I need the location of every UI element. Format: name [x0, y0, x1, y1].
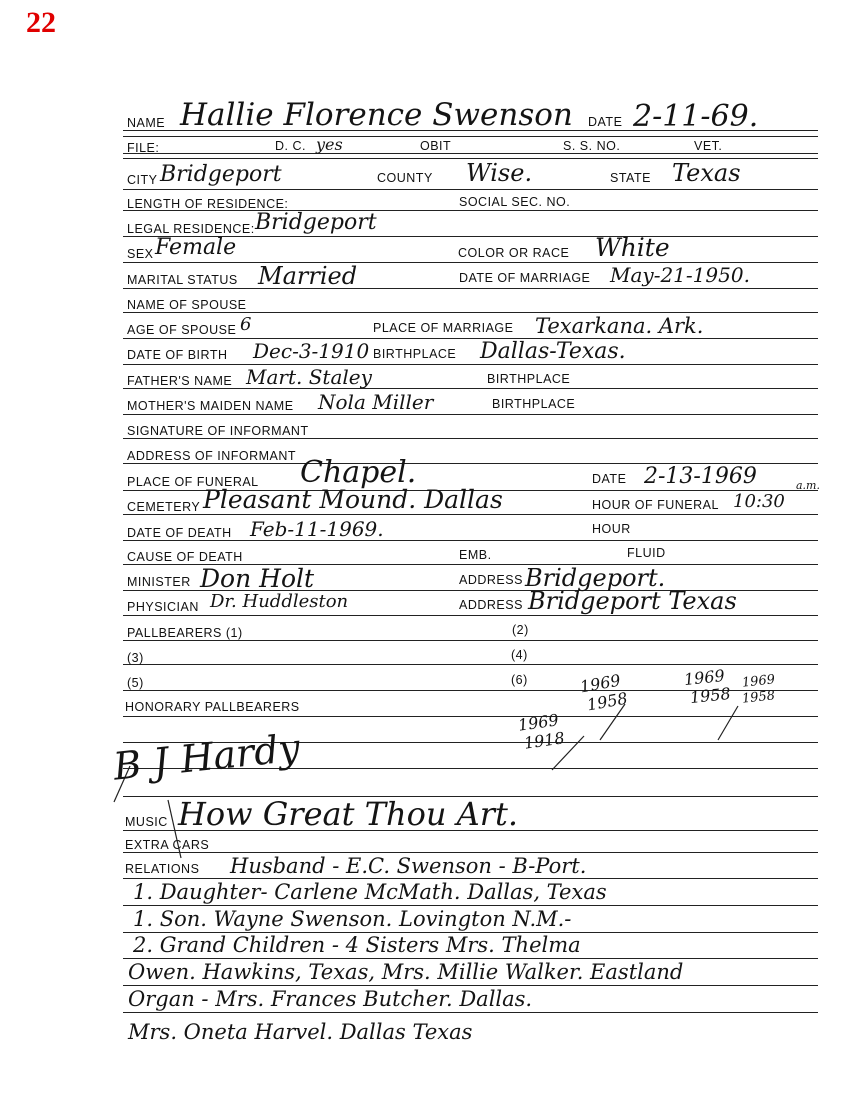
margin-note-d-top: 1969 [741, 672, 776, 691]
hw-name: Hallie Florence Swenson [180, 97, 573, 133]
relations-line: 1. Son. Wayne Swenson. Lovington N.M.- [133, 907, 572, 931]
legal-residence-label: LEGAL RESIDENCE: [127, 222, 255, 236]
hw-cemetery: Pleasant Mound. Dallas [203, 485, 503, 514]
state-label: STATE [610, 171, 651, 185]
relations-line: Husband - E.C. Swenson - B-Port. [230, 854, 587, 878]
name-of-spouse-label: NAME OF SPOUSE [127, 298, 247, 312]
physician-label: PHYSICIAN [127, 600, 199, 614]
age-of-spouse-label: AGE OF SPOUSE [127, 323, 237, 337]
relations-line: Owen. Hawkins, Texas, Mrs. Millie Walker. Eastland [128, 960, 684, 984]
hw-dc: yes [316, 135, 343, 154]
date-label: DATE [588, 115, 623, 129]
hw-color-race: White [595, 233, 670, 262]
hw-county: Wise. [466, 159, 533, 187]
hw-date-of-death: Feb-11-1969. [250, 517, 384, 541]
mother-birthplace-label: BIRTHPLACE [492, 397, 576, 411]
name-label: NAME [127, 116, 166, 130]
hw-date-of-birth: Dec-3-1910 [253, 339, 370, 363]
hw-date-of-marriage: May-21-1950. [610, 263, 750, 287]
hw-state: Texas [672, 159, 741, 187]
hw-sex: Female [155, 235, 237, 260]
pallbearer-2-label: (2) [512, 623, 529, 637]
hw-minister-address: Bridgeport. [525, 564, 666, 592]
hw-mothers-maiden-name: Nola Miller [318, 390, 434, 414]
margin-note-c-top: 1969 [683, 665, 726, 690]
sex-label: SEX [127, 247, 154, 261]
pallbearer-6-label: (6) [511, 673, 528, 687]
hw-place-of-funeral: Chapel. [300, 455, 417, 490]
pallbearer-1-label: PALLBEARERS (1) [127, 626, 243, 640]
margin-note-a-top: 1969 [516, 710, 560, 735]
emb-label: EMB. [459, 548, 492, 562]
relations-line: Organ - Mrs. Frances Butcher. Dallas. [128, 987, 533, 1011]
county-label: COUNTY [377, 171, 433, 185]
vet-label: VET. [694, 139, 723, 153]
margin-note-b-top: 1969 [578, 670, 622, 697]
hw-hour-note: a.m. [796, 479, 820, 492]
hw-hour-of-funeral: 10:30 [733, 491, 785, 512]
length-of-residence-label: LENGTH OF RESIDENCE: [127, 197, 289, 211]
physician-address-label: ADDRESS [459, 598, 523, 612]
file-label: FILE: [127, 141, 160, 155]
hour-of-funeral-label: HOUR OF FUNERAL [592, 498, 719, 512]
margin-stroke [600, 704, 625, 740]
hw-city: Bridgeport [160, 162, 282, 187]
social-sec-label: SOCIAL SEC. NO. [459, 195, 571, 209]
obit-label: OBIT [420, 139, 452, 153]
margin-note-d-bottom: 1958 [741, 688, 776, 707]
hw-music: How Great Thou Art. [178, 795, 519, 833]
funeral-date-label: DATE [592, 472, 627, 486]
city-label: CITY [127, 173, 158, 187]
minister-label: MINISTER [127, 575, 191, 589]
hw-place-of-marriage: Texarkana. Ark. [535, 314, 704, 338]
ssno-label: S. S. NO. [563, 139, 621, 153]
relations-line: Mrs. Oneta Harvel. Dallas Texas [128, 1020, 473, 1044]
relations-label: RELATIONS [125, 862, 200, 876]
hw-fathers-name: Mart. Staley [246, 365, 372, 389]
signature-of-informant-label: SIGNATURE OF INFORMANT [127, 424, 309, 438]
hw-age-of-spouse: 6 [240, 314, 252, 335]
fathers-name-label: FATHER'S NAME [127, 374, 233, 388]
cemetery-label: CEMETERY [127, 500, 201, 514]
pallbearer-4-label: (4) [511, 648, 528, 662]
hw-physician: Dr. Huddleston [210, 591, 349, 612]
margin-note-b-bottom: 1958 [585, 688, 629, 715]
marital-status-label: MARITAL STATUS [127, 273, 238, 287]
hw-date: 2-11-69. [633, 99, 759, 134]
hw-legal-residence: Bridgeport [255, 210, 377, 235]
hour-label: HOUR [592, 522, 631, 536]
page-number: 22 [26, 6, 56, 39]
relations-line: 2. Grand Children - 4 Sisters Mrs. Thelma [133, 933, 581, 957]
hw-funeral-date: 2-13-1969 [644, 464, 757, 489]
address-of-informant-label: ADDRESS OF INFORMANT [127, 449, 297, 463]
place-of-funeral-label: PLACE OF FUNERAL [127, 475, 259, 489]
color-race-label: COLOR OR RACE [458, 246, 570, 260]
cause-of-death-label: CAUSE OF DEATH [127, 550, 243, 564]
date-of-marriage-label: DATE OF MARRIAGE [459, 271, 591, 285]
date-of-death-label: DATE OF DEATH [127, 526, 232, 540]
honorary-signature: B J Hardy [111, 725, 302, 789]
hw-physician-address: Bridgeport Texas [528, 587, 737, 615]
margin-note-a-bottom: 1918 [522, 728, 566, 753]
pallbearer-3-label: (3) [127, 651, 144, 665]
fluid-label: FLUID [627, 546, 666, 560]
honorary-pallbearers-label: HONORARY PALLBEARERS [125, 700, 300, 714]
place-of-marriage-label: PLACE OF MARRIAGE [373, 321, 514, 335]
pallbearer-5-label: (5) [127, 676, 144, 690]
hw-birthplace: Dallas-Texas. [480, 339, 626, 364]
extra-cars-label: EXTRA CARS [125, 838, 210, 852]
birthplace-label: BIRTHPLACE [373, 347, 457, 361]
hw-marital-status: Married [258, 262, 358, 290]
father-birthplace-label: BIRTHPLACE [487, 372, 571, 386]
relations-line: 1. Daughter- Carlene McMath. Dallas, Texas [133, 880, 607, 904]
date-of-birth-label: DATE OF BIRTH [127, 348, 228, 362]
margin-stroke [718, 706, 738, 740]
margin-stroke [552, 736, 584, 770]
music-label: MUSIC [125, 815, 168, 829]
hw-minister: Don Holt [200, 564, 315, 593]
margin-note-c-bottom: 1958 [689, 683, 732, 708]
mothers-maiden-name-label: MOTHER'S MAIDEN NAME [127, 399, 294, 413]
dc-label: D. C. [275, 139, 306, 153]
minister-address-label: ADDRESS [459, 573, 523, 587]
